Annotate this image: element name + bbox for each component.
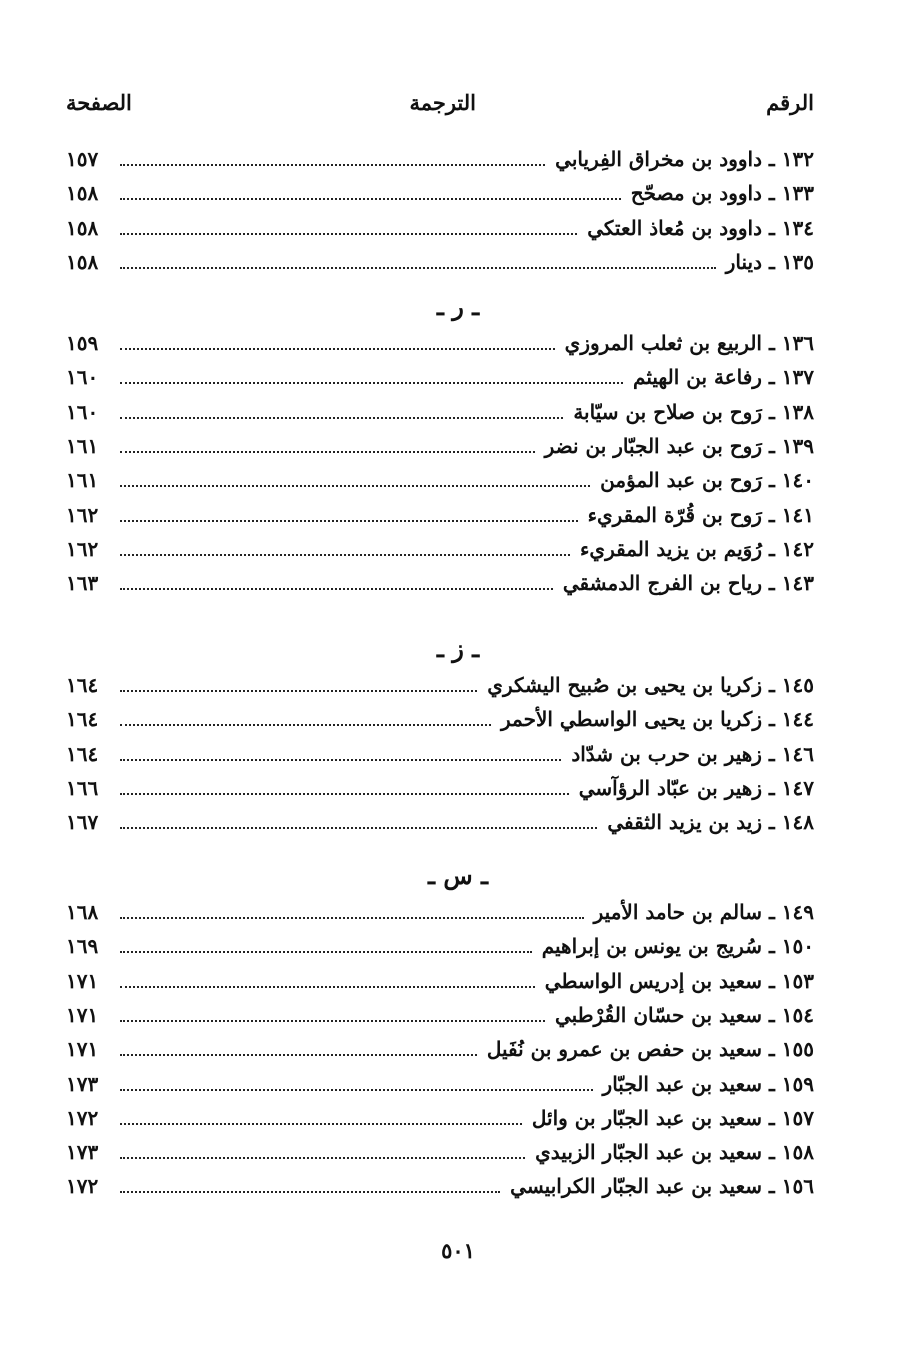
- entry-page: ١٧١: [66, 1037, 99, 1062]
- dot-leader: [120, 1089, 593, 1091]
- entry-label: ١٥٩ ـ سعيد بن عبد الجبّار: [602, 1071, 814, 1096]
- dot-leader: [120, 588, 553, 590]
- entry-label: ١٥٧ ـ سعيد بن عبد الجبّار بن وائل: [531, 1105, 814, 1130]
- entry-label: ١٣٦ ـ الربيع بن ثعلب المروزي: [564, 331, 814, 355]
- header-number: الرقم: [766, 90, 814, 115]
- toc-entry: [66, 929, 814, 963]
- toc-entry: [66, 211, 814, 245]
- toc-entry: [66, 1101, 814, 1135]
- dot-leader: [120, 1020, 545, 1022]
- entry-page: ١٦١: [66, 433, 99, 458]
- dot-leader: [120, 417, 563, 419]
- entry-page: ١٦٨: [66, 900, 99, 924]
- toc-entry: [66, 998, 814, 1032]
- toc-entry: [66, 326, 814, 360]
- entry-label: ١٣٧ ـ رفاعة بن الهيثم: [633, 365, 814, 390]
- toc-entry: [66, 1067, 814, 1101]
- toc-entry: [66, 498, 814, 532]
- dot-leader: [120, 485, 590, 487]
- toc-entry: [66, 964, 814, 998]
- dot-leader: [120, 1123, 522, 1125]
- entry-page: ١٦٩: [66, 934, 99, 959]
- entry-label: ١٤١ ـ رَوح بن قُرّة المقريء: [587, 502, 814, 527]
- dot-leader: [120, 348, 555, 350]
- entry-label: ١٥٣ ـ سعيد بن إدريس الواسطي: [544, 968, 814, 993]
- entry-label: ١٤٠ ـ رَوح بن عبد المؤمن: [600, 468, 814, 493]
- dot-leader: [120, 793, 569, 795]
- dot-leader: [120, 451, 535, 453]
- dot-leader: [120, 267, 716, 269]
- entry-page: ١٧٣: [66, 1071, 99, 1096]
- entry-page: ١٥٩: [66, 331, 99, 355]
- dot-leader: [120, 724, 491, 726]
- entry-page: ١٦٤: [66, 673, 99, 697]
- entry-label: ١٤٩ ـ سالم بن حامد الأمير: [593, 900, 814, 924]
- entry-page: ١٦٠: [66, 365, 99, 390]
- section-heading: ـ س ـ: [427, 861, 489, 890]
- entry-label: ١٤٧ ـ زهير بن عبّاد الرؤآسي: [578, 775, 814, 800]
- toc-entry: [66, 463, 814, 497]
- dot-leader: [120, 233, 577, 235]
- toc-entry: [66, 429, 814, 463]
- entry-label: ١٥٠ ـ سُريج بن يونس بن إبراهيم: [541, 934, 814, 959]
- toc-entry: [66, 805, 814, 839]
- entry-label: ١٣٨ ـ رَوح بن صلاح بن سيّابة: [573, 399, 814, 424]
- toc-entry: [66, 360, 814, 394]
- dot-leader: [120, 1054, 477, 1056]
- toc-entry: [66, 737, 814, 771]
- entry-page: ١٥٨: [66, 249, 99, 274]
- entry-page: ١٧٢: [66, 1174, 99, 1199]
- entry-label: ١٥٨ ـ سعيد بن عبد الجبّار الزبيدي: [535, 1140, 814, 1165]
- entry-label: ١٥٤ ـ سعيد بن حسّان القُرْطبي: [554, 1002, 814, 1027]
- dot-leader: [120, 520, 578, 522]
- entry-page: ١٥٧: [66, 147, 99, 171]
- header-page: الصفحة: [66, 90, 132, 115]
- entry-page: ١٦٤: [66, 707, 99, 732]
- toc-entry: [66, 532, 814, 566]
- entry-label: ١٥٥ ـ سعيد بن حفص بن عمرو بن نُفَيل: [486, 1037, 814, 1062]
- entry-page: ١٦٣: [66, 571, 99, 596]
- column-header: [66, 90, 814, 124]
- entry-page: ١٧١: [66, 968, 99, 993]
- entry-page: ١٦٦: [66, 775, 99, 800]
- dot-leader: [120, 917, 584, 919]
- toc-entry: [66, 245, 814, 279]
- toc-entry: [66, 702, 814, 736]
- toc-entry: [66, 566, 814, 600]
- dot-leader: [120, 198, 621, 200]
- entry-label: ١٤٦ ـ زهير بن حرب بن شدّاد: [571, 741, 814, 766]
- dot-leader: [120, 382, 623, 384]
- entry-page: ١٧٢: [66, 1105, 99, 1130]
- toc-entry: [66, 1032, 814, 1066]
- toc-entry: [66, 1169, 814, 1203]
- entry-label: ١٣٣ ـ داوود بن مصحّح: [630, 181, 814, 206]
- entry-page: ١٧٣: [66, 1140, 99, 1165]
- toc-entry: [66, 771, 814, 805]
- entry-label: ١٤٣ ـ رياح بن الفرج الدمشقي: [562, 571, 814, 596]
- dot-leader: [120, 827, 597, 829]
- entry-label: ١٣٢ ـ داوود بن مخراق الفِريابي: [555, 147, 814, 171]
- dot-leader: [120, 951, 532, 953]
- dot-leader: [120, 690, 477, 692]
- entry-page: ١٦١: [66, 468, 99, 493]
- entry-label: ١٣٤ ـ داوود بن مُعاذ العتكي: [587, 215, 814, 240]
- entry-page: ١٥٨: [66, 215, 99, 240]
- toc-entry: [66, 895, 814, 929]
- toc-entry: [66, 1135, 814, 1169]
- entry-label: ١٣٥ ـ دينار: [725, 249, 814, 274]
- entry-page: ١٦٤: [66, 741, 99, 766]
- entry-label: ١٤٨ ـ زيد بن يزيد الثقفي: [607, 810, 814, 835]
- dot-leader: [120, 164, 545, 166]
- entry-page: ١٦٢: [66, 536, 99, 561]
- section-heading: ـ ر ـ: [436, 292, 480, 321]
- entry-label: ١٣٩ ـ رَوح بن عبد الجبّار بن نضر: [544, 433, 814, 458]
- dot-leader: [120, 759, 561, 761]
- entry-label: ١٤٤ ـ زكريا بن يحيى الواسطي الأحمر: [500, 707, 814, 732]
- header-title: الترجمة: [409, 90, 476, 115]
- entry-page: ١٧١: [66, 1002, 99, 1027]
- entry-label: ١٤٢ ـ رُوَيم بن يزيد المقريء: [580, 536, 814, 561]
- dot-leader: [120, 554, 570, 556]
- dot-leader: [120, 1157, 525, 1159]
- entry-label: ١٤٥ ـ زكريا بن يحيى بن صُبيح اليشكري: [487, 673, 814, 697]
- toc-entry: [66, 142, 814, 176]
- dot-leader: [120, 986, 535, 988]
- entry-page: ١٥٨: [66, 181, 99, 206]
- toc-entry: [66, 176, 814, 210]
- toc-entry: [66, 668, 814, 702]
- entry-page: ١٦٧: [66, 810, 99, 835]
- entry-label: ١٥٦ ـ سعيد بن عبد الجبّار الكرابيسي: [510, 1174, 814, 1199]
- page-number: ٥٠١: [441, 1238, 475, 1263]
- entry-page: ١٦٠: [66, 399, 99, 424]
- section-heading: ـ ز ـ: [436, 634, 480, 663]
- entry-page: ١٦٢: [66, 502, 99, 527]
- toc-entry: [66, 395, 814, 429]
- dot-leader: [120, 1191, 500, 1193]
